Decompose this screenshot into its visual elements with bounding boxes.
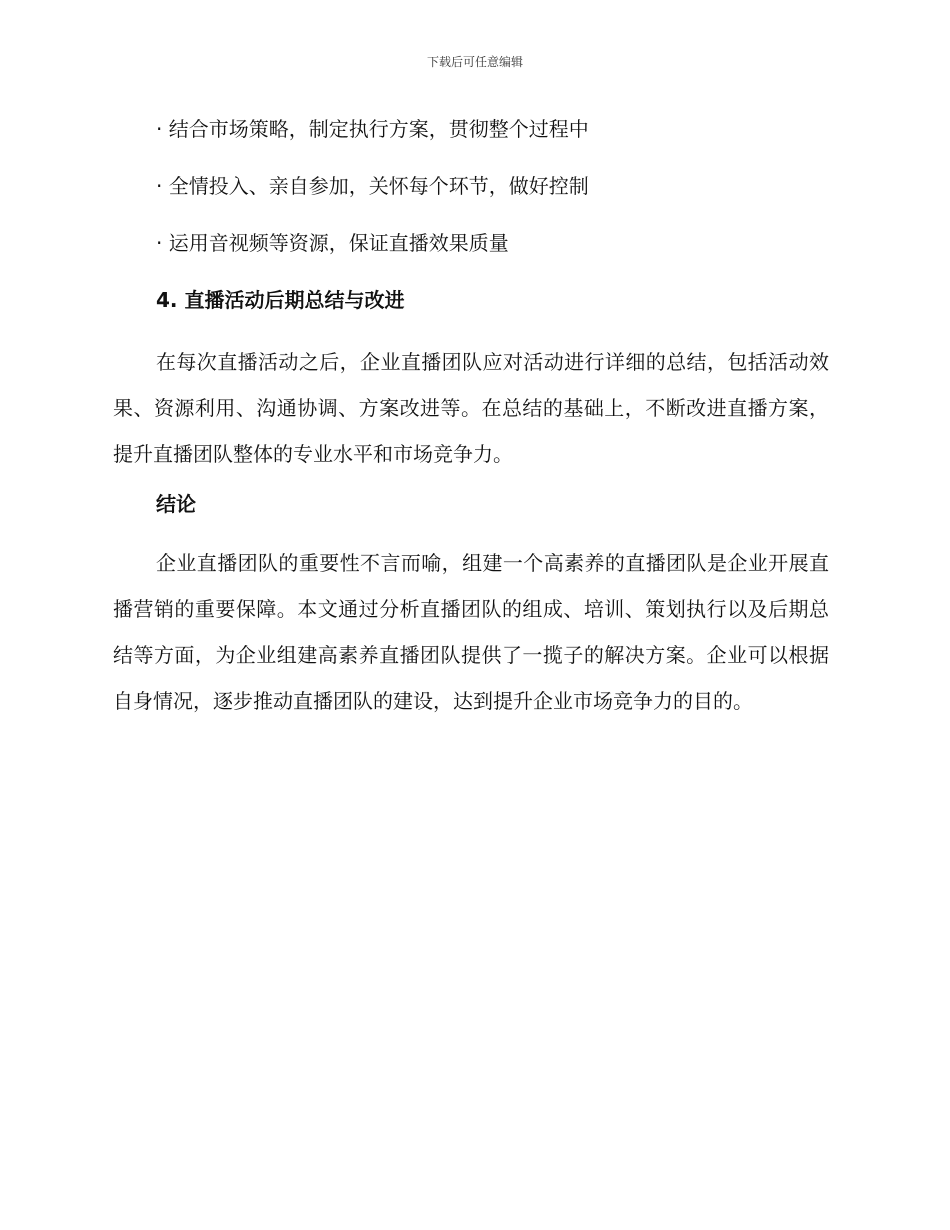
document-body xyxy=(113,112,829,734)
bullet-item: · 运用音视频等资源，保证直播效果质量 xyxy=(156,231,509,255)
conclusion-heading: 结论 xyxy=(156,492,196,516)
conclusion-paragraph: 企业直播团队的重要性不言而喻，组建一个高素养的直播团队是企业开展直播营销的重要保障。本文通过分析直播团队的组成、培训、策划执行以及后期总结等方面，为企业组建高素养直播团队提供了一揽子的解决方案。企业可以根据自身情况，逐步推动直播团队的建设，达到提升企业市场竞争力的目的。 xyxy=(113,551,829,713)
bullet-item: · 结合市场策略，制定执行方案，贯彻整个过程中 xyxy=(156,117,589,141)
bullet-item: · 全情投入、亲自参加，关怀每个环节，做好控制 xyxy=(156,174,589,198)
page-header-note: 下载后可任意编辑 xyxy=(426,55,523,69)
section-heading-4: 4. 直播活动后期总结与改进 xyxy=(156,288,405,312)
section-4-paragraph: 在每次直播活动之后，企业直播团队应对活动进行详细的总结，包括活动效果、资源利用、沟通协调、方案改进等。在总结的基础上，不断改进直播方案，提升直播团队整体的专业水平和市场竞争力。 xyxy=(113,350,829,466)
